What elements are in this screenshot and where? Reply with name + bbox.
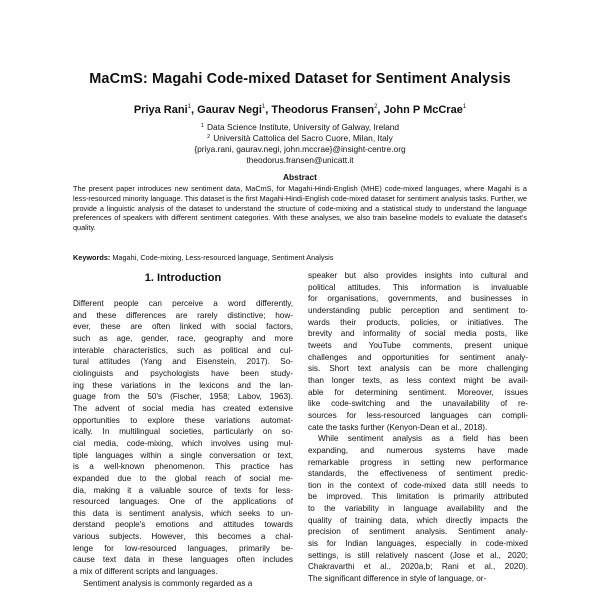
keywords-label: Keywords: [73,253,111,262]
body-text-line: While sentiment analysis as a field has been [318,434,528,444]
body-text-line: resourced languages. One of the applications of [73,497,293,507]
body-text-line: cause text data in these languages often includes [73,555,293,565]
keywords [73,253,527,262]
author-name: Theodorus Fransen [271,104,375,116]
section-heading: 1. Introduction [144,272,222,284]
author-name: Priya Rani [133,104,188,116]
body-text-line: ing these variations in the lexicons and the lan- [73,380,293,390]
body-text-line: various subjects. However, this becomes a chal- [73,532,293,542]
body-text-line: expanding, and numerous systems have made [308,445,528,455]
body-text-line: tweets and YouTube comments, present unique [308,340,528,350]
right-column [308,270,528,585]
body-text-line: precision of sentiment analysis. Sentiment analy- [308,527,528,537]
keywords-text: Magahi, Code-mixing, Less-resourced language, Sentiment Analysis [112,253,334,262]
body-text-line: Chakravarthi et al., 2020a,b; Rani et al., 2020). [308,562,528,572]
paper-title: MaCmS: Magahi Code-mixed Dataset for Sentiment Analysis [89,71,511,87]
left-column [73,298,293,589]
body-text-line: this data is sentiment analysis, which seeks to un- [73,508,293,518]
body-text-line: tiple languages within a single conversation or text, [73,450,293,460]
abstract-heading: Abstract [283,172,317,182]
author-affil-mark: 1 [261,104,266,110]
affiliation-text: Università Cattolica del Sacro Cuore, Milan, Italy [213,133,393,143]
body-text-line: derstand people's emotions and attitudes towards [73,520,293,530]
author-affil-mark: 2 [374,104,378,110]
author-affil-mark: 1 [187,104,191,110]
body-text-line: cial media, code-mixing, which involves using mul- [73,438,293,448]
body-text-line: political attitudes. This information is invaluable [308,282,528,292]
body-text-line: remarkable progress in setting new performance [308,457,528,467]
body-text-line: wards their products, policies, or initiatives. The [308,317,528,327]
affiliation-mark: 1 [200,123,204,129]
body-text-line: The advent of social media has created extensive [73,403,293,413]
affiliation [0,122,600,132]
author-separator: , [377,104,384,116]
body-text-line: tion in the context of code-mixed data still needs to [308,480,528,490]
body-text-line: and these differences are rarely distinctive; how- [73,310,293,320]
body-text-line: is a well-known phenomenon. This practice has [73,462,293,472]
affiliation [0,133,600,143]
body-text-line: Sentiment analysis is commonly regarded as a [83,578,253,588]
body-text-line: sis for Indian languages, especially in code-mixed [308,539,528,549]
body-text-line: to the variability in language availability and the [308,504,528,514]
email-line: {priya.rani, gaurav.negi, john.mccrae}@insight-centre.org [194,144,406,154]
author-list [0,104,600,116]
affiliation-mark: 2 [207,134,211,140]
author-separator: , [190,104,198,116]
body-text-line: ically. In multilingual societies, particularly on so- [73,427,293,437]
body-text-line: brevity and informality of social media posts, like [308,329,528,339]
body-text-line: like code-switching and the unavailability of re- [308,399,528,409]
body-text-line: sis. Short text analysis can be more challenging [308,364,528,374]
body-text-line: quality of training data, which directly impacts the [308,515,528,525]
body-text-line: understanding public perception and sentiment to- [308,305,528,315]
email-line: theodorus.fransen@unicatt.it [246,155,354,165]
body-text-line: dia, making it a valuable source of texts for less- [73,485,293,495]
body-text-line: a mix of different scripts and languages. [73,567,218,577]
body-text-line: cate the tasks further (Kenyon-Dean et al., 2018). [308,422,488,432]
body-text-line: for organisations, governments, and businesses in [308,294,528,304]
body-text-line: interable characteristics, such as political and cul- [73,345,293,355]
body-text-line: speaker but also provides insights into cultural and [308,271,528,280]
affiliation-text: Data Science Institute, University of Galway, Ireland [206,122,400,132]
body-text-line: opportunities to explore these variations automat- [73,415,293,425]
body-text-line: lenge for low-resourced languages, primarily be- [73,543,293,553]
body-text-line: be improved. This limitation is primarily attributed [308,492,528,502]
body-text-line: The significant difference in style of language, or- [308,574,487,584]
author-affil-mark: 1 [462,104,467,110]
abstract-text: The present paper introduces new sentiment data, MaCmS, for Magahi-Hindi-English (MHE) code-mixed languages, where Magahi is a less-resourced minority language. This dataset is the first Magahi-Hindi-English code-mixed dataset for sentiment analysis tasks. Further, we provide a linguistic analysis of the dataset to understand the structure of code-mixing and a statistical study to understand the language preferences of speakers with different sentiment categories. With these analyses, we also train baseline models to evaluate the dataset's quality. [73,184,527,233]
body-text-line: settings, is still relatively nascent (Jose et al., 2020; [308,550,528,560]
body-text-line: tural attitudes (Yang and Eisenstein, 2017). So- [73,357,293,367]
body-text-line: than longer texts, as less context might be avail- [308,375,528,385]
body-text-line: guage from the 50's (Fischer, 1958; Labov, 1963). [73,392,293,402]
body-text-line: Different people can perceive a word differently, [73,299,293,308]
body-text-line: such as age, gender, race, geography and more [73,333,293,343]
author-name: John P McCrae [383,104,463,116]
author-separator: , [265,104,272,116]
body-text-line: ever, these are often linked with social factors, [73,322,293,332]
body-text-line: able for determining sentiment. Moreover, issues [308,387,528,397]
body-text-line: challenges and opportunities for sentiment analy- [308,352,528,362]
body-text-line: sources for less-resourced languages can compli- [308,410,528,420]
author-name: Gaurav Negi [197,104,262,116]
body-text-line: standards, the effectiveness of sentiment predic- [308,469,528,479]
body-text-line: ciolinguists and psychologists have been study- [73,368,293,378]
body-text-line: expanded due to the global reach of social me- [73,473,293,483]
